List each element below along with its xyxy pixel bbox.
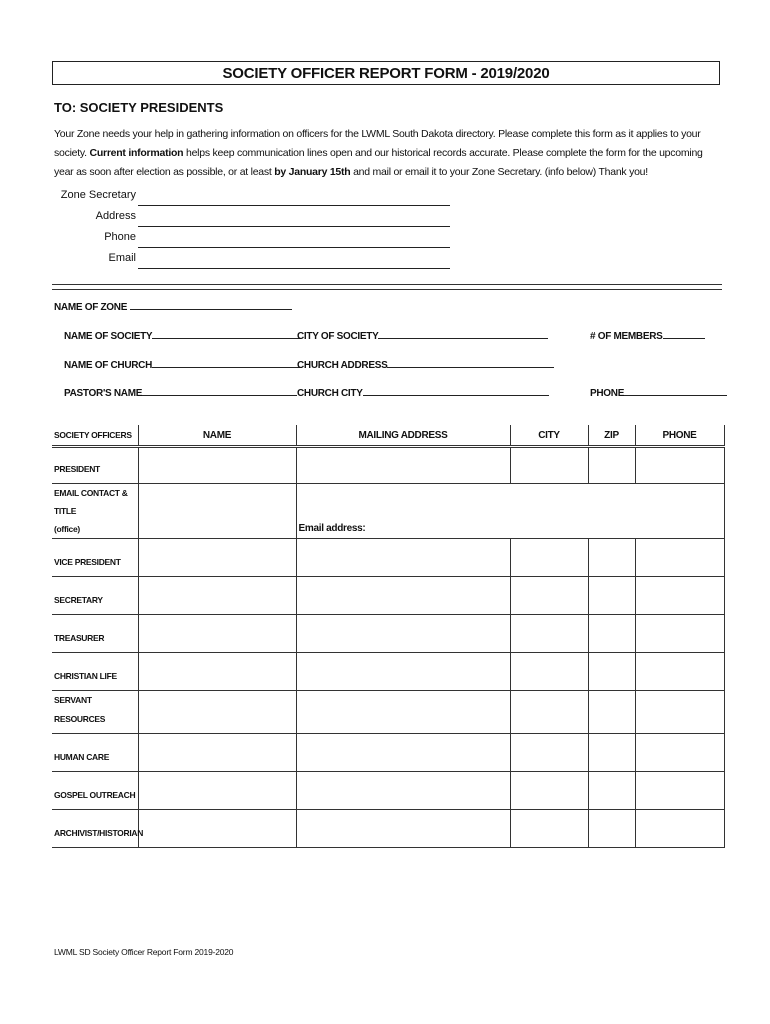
intro-text-2: helps keep communication lines open and our historical records accurate. Please complete the form for the upcoming year as soon after election as possible, or at least (54, 147, 703, 178)
phone-field-church[interactable]: PHONE (590, 385, 727, 399)
officer-label: SERVANT RESOURCES (52, 691, 138, 734)
city-of-society-field[interactable]: CITY OF SOCIETY (297, 328, 548, 342)
zone-secretary-field[interactable] (138, 193, 450, 206)
cell-city[interactable] (510, 447, 588, 484)
address-field[interactable] (138, 214, 450, 227)
email-label: Email (108, 252, 136, 264)
cell-name[interactable] (138, 653, 296, 691)
cell-zip[interactable] (588, 539, 635, 577)
page-footer: LWML SD Society Officer Report Form 2019-2020 (54, 947, 234, 957)
officer-label-president: PRESIDENT (52, 447, 138, 484)
officer-label-email-contact: EMAIL CONTACT & TITLE (office) (52, 484, 138, 539)
cell-city[interactable] (510, 810, 588, 848)
cell-address[interactable] (296, 734, 510, 772)
cell-city[interactable] (510, 691, 588, 734)
pastor-name-field[interactable]: PASTOR'S NAME (64, 385, 297, 399)
intro-bold-2: by January 15th (274, 166, 351, 178)
cell-zip[interactable] (588, 653, 635, 691)
cell-address[interactable] (296, 615, 510, 653)
cell-address[interactable] (296, 653, 510, 691)
col-header-phone: PHONE (635, 425, 724, 447)
cell-phone[interactable] (635, 615, 724, 653)
table-row (52, 691, 724, 734)
cell-address[interactable] (296, 577, 510, 615)
col-header-city: CITY (510, 425, 588, 447)
col-header-zip: ZIP (588, 425, 635, 447)
intro-paragraph (54, 125, 724, 182)
cell-zip[interactable] (588, 447, 635, 484)
table-row-president (52, 447, 724, 484)
cell-phone[interactable] (635, 539, 724, 577)
cell-city[interactable] (510, 653, 588, 691)
table-row (52, 653, 724, 691)
cell-name[interactable] (138, 484, 296, 539)
officer-label: HUMAN CARE (52, 734, 138, 772)
cell-phone[interactable] (635, 653, 724, 691)
phone-field[interactable] (138, 235, 450, 248)
cell-phone[interactable] (635, 577, 724, 615)
table-row (52, 734, 724, 772)
intro-text-1: Your Zone needs your help in gathering information on officers for the LWML South Dakota directory. Please complete this form as it applies to your society. (54, 128, 701, 159)
cell-name[interactable] (138, 539, 296, 577)
cell-zip[interactable] (588, 772, 635, 810)
church-address-field[interactable]: CHURCH ADDRESS (297, 357, 554, 371)
officer-label: SECRETARY (52, 577, 138, 615)
cell-phone[interactable] (635, 447, 724, 484)
intro-text-3: and mail or email it to your Zone Secretary. (info below) Thank you! (350, 166, 648, 178)
intro-bold-1: Current information (89, 147, 184, 159)
cell-zip[interactable] (588, 734, 635, 772)
zone-name-field[interactable]: NAME OF ZONE (54, 299, 292, 313)
table-row (52, 772, 724, 810)
cell-city[interactable] (510, 539, 588, 577)
cell-address[interactable] (296, 447, 510, 484)
table-header-row (52, 425, 724, 447)
col-header-name: NAME (138, 425, 296, 447)
cell-city[interactable] (510, 734, 588, 772)
phone-label: Phone (104, 231, 136, 243)
church-city-field[interactable]: CHURCH CITY (297, 385, 549, 399)
officer-label: VICE PRESIDENT (52, 539, 138, 577)
officer-label: CHRISTIAN LIFE (52, 653, 138, 691)
church-name-field[interactable]: NAME OF CHURCH (64, 357, 302, 371)
email-address-cell[interactable]: Email address: (296, 484, 724, 539)
table-row (52, 810, 724, 848)
cell-zip[interactable] (588, 615, 635, 653)
cell-city[interactable] (510, 577, 588, 615)
cell-phone[interactable] (635, 810, 724, 848)
table-row (52, 539, 724, 577)
cell-name[interactable] (138, 447, 296, 484)
table-row (52, 615, 724, 653)
to-line: TO: SOCIETY PRESIDENTS (54, 100, 224, 115)
cell-city[interactable] (510, 615, 588, 653)
form-title-box (52, 61, 720, 85)
members-field[interactable]: # OF MEMBERS (590, 328, 705, 342)
cell-address[interactable] (296, 691, 510, 734)
address-label: Address (95, 210, 136, 222)
cell-address[interactable] (296, 539, 510, 577)
cell-city[interactable] (510, 772, 588, 810)
officer-label: TREASURER (52, 615, 138, 653)
cell-name[interactable] (138, 810, 296, 848)
zone-secretary-label: Zone Secretary (60, 189, 136, 201)
cell-address[interactable] (296, 810, 510, 848)
email-field[interactable] (138, 256, 450, 269)
cell-name[interactable] (138, 772, 296, 810)
cell-zip[interactable] (588, 691, 635, 734)
cell-name[interactable] (138, 691, 296, 734)
cell-phone[interactable] (635, 691, 724, 734)
table-row-email-contact (52, 484, 724, 539)
cell-name[interactable] (138, 734, 296, 772)
cell-zip[interactable] (588, 810, 635, 848)
col-header-officers: SOCIETY OFFICERS (52, 425, 138, 447)
cell-name[interactable] (138, 615, 296, 653)
officer-label: GOSPEL OUTREACH (52, 772, 138, 810)
cell-address[interactable] (296, 772, 510, 810)
cell-phone[interactable] (635, 734, 724, 772)
cell-phone[interactable] (635, 772, 724, 810)
cell-name[interactable] (138, 577, 296, 615)
society-name-field[interactable]: NAME OF SOCIETY (64, 328, 301, 342)
officers-table (52, 425, 725, 848)
col-header-mailing-address: MAILING ADDRESS (296, 425, 510, 447)
cell-zip[interactable] (588, 577, 635, 615)
form-title: SOCIETY OFFICER REPORT FORM - 2019/2020 (222, 64, 550, 82)
officer-label: ARCHIVIST/HISTORIAN (52, 810, 138, 848)
section-divider (52, 284, 722, 290)
table-row (52, 577, 724, 615)
